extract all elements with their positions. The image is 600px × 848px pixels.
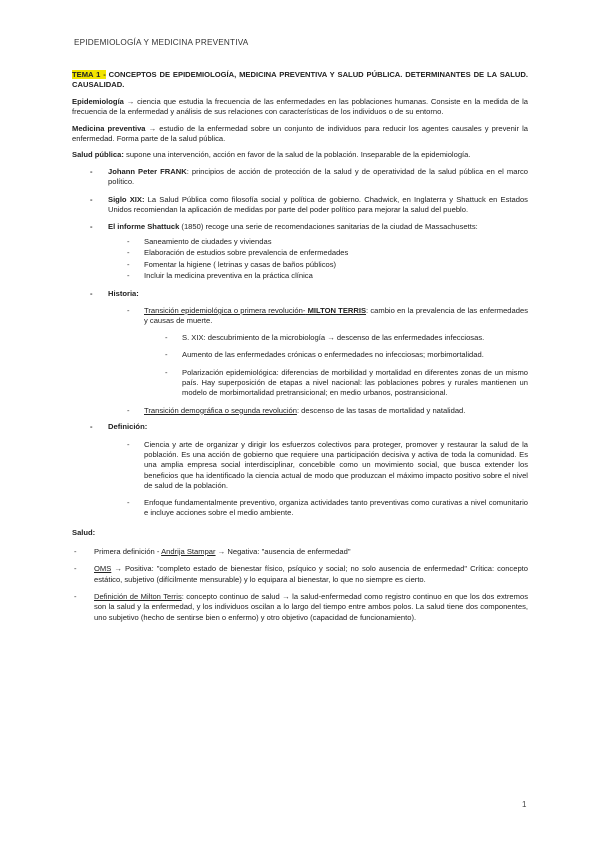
term-label: Salud pública: bbox=[72, 150, 124, 160]
definition-salud-publica bbox=[72, 150, 528, 160]
salud-heading: Salud: bbox=[72, 528, 96, 538]
list-item: - Incluir la medicina preventiva en la práctica clínica bbox=[127, 271, 313, 281]
list-item: - Fomentar la higiene ( letrinas y casas de baños públicos) bbox=[127, 259, 337, 269]
term-label: Definición: bbox=[108, 422, 148, 432]
definicion-sublist bbox=[72, 440, 528, 519]
list-item: - Elaboración de estudios sobre prevalencia de enfermedades bbox=[127, 248, 349, 258]
list-item-definicion bbox=[72, 422, 528, 432]
bullet-dash: - bbox=[90, 422, 93, 432]
item-text: Enfoque fundamentalmente preventivo, organiza actividades tanto preventivas como curativas a nivel comunitario e incluye acciones sobre el medio ambiente. bbox=[144, 497, 528, 517]
underlined-term: Transición demográfica o segunda revolución bbox=[144, 405, 297, 415]
history-list bbox=[72, 167, 528, 233]
bullet-dash: - bbox=[90, 166, 93, 176]
item-text: Saneamiento de ciudades y viviendas bbox=[144, 236, 272, 246]
list-item-siglo-xix bbox=[72, 195, 528, 216]
list-item: - Aumento de las enfermedades crónicas o enfermedades no infecciosas; morbimortalidad. bbox=[165, 350, 484, 360]
underlined-term: Andrija Stampar bbox=[161, 546, 216, 556]
item-text: : concepto continuo de salud → la salud-enfermedad como registro continuo en que los dos extremos son la salud y la enfermedad, y los individuos oscilan a lo largo del tiempo entre ambos polos. La salud tiene dos componentes, uno subjetivo (hecho de sentirse bien o enfermo) y otro objetivo (capacidad de funcionamiento). bbox=[94, 592, 528, 622]
definition-text: → ciencia que estudia la frecuencia de las enfermedades en las poblaciones humanas. Consiste en la medida de la frecuencia de la enfermedad y análisis de sus relaciones con características de los individuos o de su entorno. bbox=[72, 96, 528, 117]
item-text: Polarización epidemiológica: diferencias de morbilidad y mortalidad en diferentes zonas de un mismo país. Hay superposición de etapas a nivel nacional: las poblaciones pobres y rurales mantienen un modelo de morbimortalidad pretransicional; en medio urbanos, postransicional. bbox=[182, 367, 528, 398]
term-label: Epidemiología bbox=[72, 96, 124, 106]
term-label: Medicina preventiva bbox=[72, 123, 146, 133]
item-text: (1850) recoge una serie de recomendaciones sanitarias de la ciudad de Massachusetts: bbox=[179, 222, 478, 232]
term-label: El informe Shattuck bbox=[108, 222, 180, 232]
list-item: - Saneamiento de ciudades y viviendas bbox=[127, 236, 272, 246]
topic-title-text: CONCEPTOS DE EPIDEMIOLOGÍA, MEDICINA PREVENTIVA Y SALUD PÚBLICA. DETERMINANTES DE LA SALUD. CAUSALIDAD. bbox=[72, 70, 528, 90]
definition-text: supone una intervención, acción en favor de la salud de la población. Inseparable de la epidemiología. bbox=[123, 150, 471, 160]
list-item-oms: - OMS → Positiva: "completo estado de bienestar físico, psíquico y social; no solo ausencia de enfermedad" Crítica: concepto estático, subjetivo (difícilmente mensurable) y lo equipara al bienestar, lo que no siempre es cierto. bbox=[74, 564, 528, 584]
list-item-stampar: - Primera definición - Andrija Stampar → Negativa: "ausencia de enfermedad" bbox=[74, 546, 351, 556]
topic-tag: TEMA 1 - bbox=[72, 70, 106, 79]
item-text: : descenso de las tasas de mortalidad y natalidad. bbox=[296, 405, 466, 415]
historia-section bbox=[72, 289, 528, 299]
list-item: - Enfoque fundamentalmente preventivo, organiza actividades tanto preventivas como curativas a nivel comunitario e incluye acciones sobre el medio ambiente. bbox=[127, 497, 528, 517]
underlined-term: Transición epidemiológica o primera revolución- bbox=[144, 305, 306, 315]
item-text: Fomentar la higiene ( letrinas y casas de baños públicos) bbox=[144, 259, 337, 269]
page-number: 1 bbox=[522, 800, 527, 809]
list-item: - Ciencia y arte de organizar y dirigir los esfuerzos colectivos para proteger, promover y restaurar la salud de la población. Es una acción de gobierno que requiere una participación decisiva y activa de toda la comunidad. Es una amplia empresa social interdisciplinar, concebible como un movimiento social, que busca extender los beneficios que ha identificado la ciencia actual de modo que produzcan el máximo impacto positivo sobre el nivel de salud de la población. bbox=[127, 439, 528, 491]
historia-sublist bbox=[72, 306, 528, 327]
salud-list bbox=[72, 547, 528, 623]
bullet-dash: - bbox=[90, 288, 93, 298]
definition-medicina-preventiva bbox=[72, 124, 528, 145]
underlined-term: OMS bbox=[94, 564, 112, 574]
item-text: Incluir la medicina preventiva en la práctica clínica bbox=[144, 271, 313, 281]
definition-epidemiologia bbox=[72, 97, 528, 118]
bullet-dash: - bbox=[90, 222, 93, 232]
list-item: - Polarización epidemiológica: diferencias de morbilidad y mortalidad en diferentes zonas de un mismo país. Hay superposición de etapas a nivel nacional: las poblaciones pobres y rurales mantienen un modelo de morbimortalidad pretransicional; en medio urbanos, postransicional. bbox=[165, 367, 528, 398]
term-label: Historia: bbox=[108, 288, 139, 298]
item-text: Primera definición - bbox=[94, 546, 162, 556]
list-item-transicion-epidemiologica: - Transición epidemiológica o primera revolución- MILTON TERRIS: cambio en la prevalencia de las enfermedades y causas de muerte. bbox=[127, 305, 528, 326]
definicion-section bbox=[72, 422, 528, 432]
list-item-frank bbox=[72, 167, 528, 188]
list-item-shattuck bbox=[72, 222, 528, 232]
item-text: → Positiva: "completo estado de bienestar físico, psíquico y social; no solo ausencia de enfermedad" Crítica: concepto estático, subjetivo (difícilmente mensurable) y lo equipara al bienestar, lo que no siempre es cierto. bbox=[94, 564, 528, 584]
term-label: Siglo XIX: bbox=[108, 194, 145, 204]
underlined-term: Definición de Milton Terris bbox=[94, 592, 182, 602]
item-text: → Negativa: "ausencia de enfermedad" bbox=[215, 546, 351, 556]
list-item-historia bbox=[72, 289, 528, 299]
list-item-terris: - Definición de Milton Terris: concepto continuo de salud → la salud-enfermedad como registro continuo en que los dos extremos son la salud y la enfermedad, y los individuos oscilan a lo largo del tiempo entre ambos polos. La salud tiene dos componentes, uno subjetivo (hecho de sentirse bien o enfermo) y otro objetivo (capacidad de funcionamiento). bbox=[74, 592, 528, 622]
term-label: Johann Peter FRANK bbox=[108, 166, 187, 176]
page-body bbox=[72, 70, 528, 630]
author-name: MILTON TERRIS bbox=[305, 305, 367, 315]
list-item-transicion-demografica: - Transición demográfica o segunda revolución: descenso de las tasas de mortalidad y natalidad. bbox=[127, 405, 466, 415]
transicion-sublist bbox=[72, 333, 528, 399]
list-item: - S. XIX: descubrimiento de la microbiología → descenso de las enfermedades infecciosas. bbox=[165, 332, 485, 342]
historia-sublist-2 bbox=[72, 406, 528, 416]
item-text: : cambio en la prevalencia de las enfermedades y causas de muerte. bbox=[144, 305, 528, 326]
topic-title bbox=[72, 70, 528, 91]
item-text: La Salud Pública como filosofía social y política de gobierno. Chadwick, en Inglaterra y Shattuck en Estados Unidos recomiendan la aplicación de medidas por parte del poder político para mejorar la salud del pueblo. bbox=[108, 194, 528, 215]
item-text: Ciencia y arte de organizar y dirigir los esfuerzos colectivos para proteger, promover y restaurar la salud de la población. Es una acción de gobierno que requiere una participación decisiva y activa de toda la comunidad. Es una amplia empresa social interdisciplinar, concebible como un movimiento social, que busca extender los beneficios que ha identificado la ciencia actual de modo que produzcan el máximo impacto positivo sobre el nivel de salud de la población. bbox=[144, 439, 528, 491]
definition-text: → estudio de la enfermedad sobre un conjunto de individuos para reducir los agentes causales y prevenir la enfermedad. Forma parte de la salud pública. bbox=[72, 123, 528, 144]
item-text: Aumento de las enfermedades crónicas o enfermedades no infecciosas; morbimortalidad. bbox=[182, 350, 484, 360]
item-text: S. XIX: descubrimiento de la microbiología → descenso de las enfermedades infecciosas. bbox=[182, 332, 485, 342]
item-text: Elaboración de estudios sobre prevalencia de enfermedades bbox=[144, 248, 349, 258]
bullet-dash: - bbox=[90, 194, 93, 204]
item-text: : principios de acción de protección de la salud y de operatividad de la salud pública en el marco político. bbox=[108, 166, 529, 187]
shattuck-sublist bbox=[72, 237, 528, 282]
running-header: EPIDEMIOLOGÍA Y MEDICINA PREVENTIVA bbox=[74, 38, 249, 47]
